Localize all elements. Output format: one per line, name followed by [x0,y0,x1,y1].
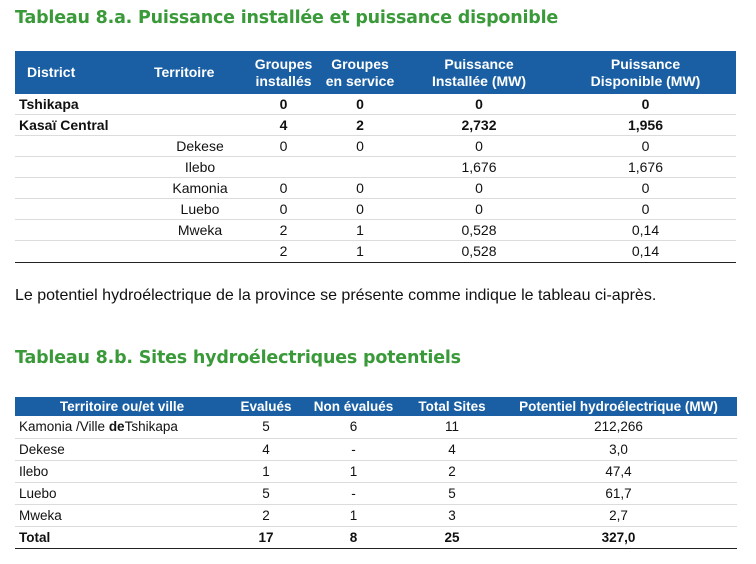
cell-service: 1 [356,243,364,259]
cell-disponible: 1,676 [627,158,664,175]
cell-district [15,177,150,198]
cell-district [15,135,150,156]
table-row [15,114,736,135]
cell-territoire: Ilebo [184,158,216,175]
header-total-sites: Total Sites [418,399,486,414]
cell-installes [250,156,317,177]
cell-total-label: Total [19,529,51,545]
cell-installee: 2,732 [461,116,497,133]
header-line: Groupes [331,55,389,72]
cell-disponible: 0 [641,137,650,154]
cell-total: 2 [448,463,456,479]
label-part: de [108,419,125,435]
cell-installee: 1,676 [461,158,497,175]
header-district: District [27,64,76,80]
cell-total: 5 [448,485,456,501]
cell-installee: 0,528 [461,243,497,259]
cell-service: 0 [356,95,364,112]
cell-service: 1 [356,221,364,238]
cell-installee: 0 [475,179,483,196]
cell-service: 0 [356,137,364,154]
hydro-sites-table [15,397,737,549]
cell-territoire: Luebo [180,200,220,217]
table-row [15,504,737,526]
cell-evalues: 5 [262,485,270,501]
header-non-evalues: Non évalués [313,399,394,414]
cell-installes: 2 [279,221,288,238]
cell-installes: 0 [279,179,288,196]
table-row [15,94,736,114]
cell-disponible: 0 [641,179,650,196]
table-header-row [15,51,736,94]
cell-territoire: Mweka [177,221,223,238]
label-part: Kamonia /Ville [19,419,109,435]
cell-territoire: Mweka [19,507,62,523]
header-line: Disponible (MW) [590,72,701,89]
cell-territoire [150,114,250,135]
cell-evalues: 5 [262,419,270,435]
cell-disponible: 0 [641,95,650,112]
cell-evalues: 1 [262,463,270,479]
cell-total: 25 [444,529,460,545]
cell-service: 0 [356,200,364,217]
label-part: Tshikapa [124,419,178,435]
table-row [15,482,737,504]
body-paragraph: Le potentiel hydroélectrique de la province se présente comme indique le tableau ci-après. [15,287,657,304]
cell-service: 2 [356,116,364,133]
header-line: en service [325,72,395,89]
cell-disponible: 0 [641,200,650,217]
cell-territoire: Dekese [19,441,65,457]
table-8b-title: Tableau 8.b. Sites hydroélectriques potentiels [15,348,461,368]
cell-non-evalues: - [351,485,356,501]
header-evalues: Evalués [240,399,292,414]
table-row [15,219,736,240]
cell-district: Tshikapa [19,95,79,112]
header-line: installés [255,72,312,89]
cell-territoire: Luebo [19,485,57,501]
header-groupes-installes [250,51,317,94]
cell-installes: 0 [279,95,288,112]
header-line: Puissance [444,55,514,72]
cell-territoire [150,240,250,262]
cell-territoire: Ilebo [19,463,49,479]
cell-non-evalues: 6 [349,419,358,435]
cell-non-evalues: - [351,441,356,457]
cell-total: 4 [448,441,456,457]
cell-territoire [15,416,229,438]
power-table [15,51,736,263]
table-row [15,460,737,482]
cell-territoire: Dekese [176,137,224,154]
table-row [15,240,736,262]
header-territoire-ville: Territoire ou/et ville [59,399,185,414]
cell-potentiel: 47,4 [605,463,632,479]
cell-potentiel: 212,266 [594,419,643,435]
cell-installes: 2 [279,243,288,259]
table-row [15,416,737,438]
table-8a-title: Tableau 8.a. Puissance installée et puissance disponible [15,8,559,28]
table-row [15,177,736,198]
cell-non-evalues: 1 [349,463,358,479]
header-puissance-installee [403,51,555,94]
header-line: Groupes [254,55,313,72]
header-puissance-disponible [555,51,736,94]
header-territoire: Territoire [154,64,215,80]
cell-service [317,156,403,177]
table-header-row [15,397,737,416]
cell-non-evalues: 1 [349,507,358,523]
cell-installee: 0,528 [461,221,497,238]
cell-total: 11 [444,419,459,435]
cell-potentiel: 3,0 [609,441,628,457]
cell-evalues: 4 [262,441,270,457]
cell-district [15,219,150,240]
table-row [15,156,736,177]
header-potentiel: Potentiel hydroélectrique (MW) [519,399,718,414]
cell-disponible: 0,14 [631,243,660,259]
cell-potentiel: 2,7 [609,507,628,523]
cell-potentiel: 327,0 [601,529,636,545]
cell-district [15,240,150,262]
cell-installee: 0 [475,95,483,112]
cell-installes: 0 [279,137,288,154]
total-row [15,526,737,548]
header-line: Puissance [610,55,681,72]
cell-evalues: 2 [262,507,270,523]
table-row [15,198,736,219]
header-groupes-service [317,51,403,94]
cell-installee: 0 [475,137,483,154]
cell-service: 0 [356,179,364,196]
cell-installes: 4 [279,116,288,133]
cell-total: 3 [448,507,456,523]
cell-non-evalues: 8 [349,529,358,545]
cell-territoire: Kamonia [172,179,228,196]
cell-district [15,156,150,177]
cell-installes: 0 [279,200,288,217]
cell-potentiel: 61,7 [605,485,632,501]
cell-district: Kasaï Central [19,116,109,133]
cell-territoire [150,94,250,114]
table-row [15,438,737,460]
header-line: Installée (MW) [431,72,527,89]
cell-disponible: 0,14 [631,221,660,238]
cell-disponible: 1,956 [627,116,664,133]
cell-evalues: 17 [258,529,274,545]
cell-installee: 0 [475,200,483,217]
cell-district [15,198,150,219]
table-row [15,135,736,156]
